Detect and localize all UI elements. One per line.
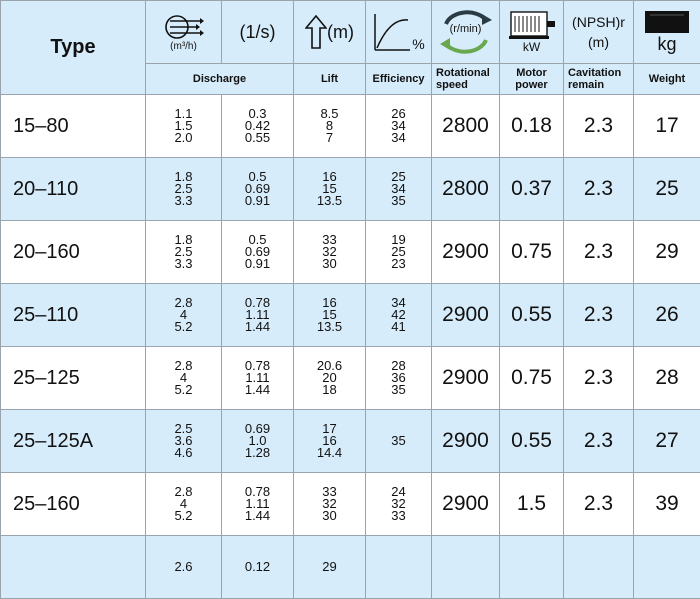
cell-value: 1.11 [222, 372, 293, 384]
power-cell: 0.75 [500, 221, 564, 284]
power-cell: 0.75 [500, 347, 564, 410]
motor-power-line-2: power [500, 79, 563, 91]
type-cell: 25–125 [1, 347, 146, 410]
speed-cell: 2900 [432, 284, 500, 347]
table-row [1, 284, 700, 347]
eff-cell [366, 536, 432, 599]
cell-value: 0.3 [222, 108, 293, 120]
cavitation-label [564, 64, 634, 95]
q-ls-cell [222, 536, 294, 599]
weight-cell: 26 [634, 284, 700, 347]
table-row [1, 221, 700, 284]
cell-value: 33 [294, 234, 365, 246]
lift-cell [294, 284, 366, 347]
cell-value: 17 [294, 423, 365, 435]
cell-value: 1.0 [222, 435, 293, 447]
cell-value: 36 [366, 372, 431, 384]
motor-power-label [500, 64, 564, 95]
cell-value: 33 [294, 486, 365, 498]
cell-value: 2.5 [146, 183, 221, 195]
flow-ls-unit: (1/s) [240, 22, 276, 42]
speed-cell: 2900 [432, 221, 500, 284]
up-arrow-icon [305, 15, 327, 49]
type-cell: 25–125A [1, 410, 146, 473]
cell-value: 34 [366, 120, 431, 132]
cell-value: 16 [294, 297, 365, 309]
cell-value: 1.1 [146, 108, 221, 120]
weight-cell: 17 [634, 95, 700, 158]
cell-value: 15 [294, 183, 365, 195]
cell-value: 1.8 [146, 234, 221, 246]
cell-value: 5.2 [146, 384, 221, 396]
cell-value: 29 [294, 561, 365, 573]
motor-power-line-1: Motor [500, 67, 563, 79]
table-row [1, 473, 700, 536]
efficiency-curve-icon [372, 12, 412, 52]
q-m3h-cell [146, 536, 222, 599]
cell-value: 34 [366, 297, 431, 309]
cell-value: 20.6 [294, 360, 365, 372]
cell-value: 0.5 [222, 234, 293, 246]
type-header: Type [1, 1, 146, 95]
cell-value: 0.12 [222, 561, 293, 573]
rotational-speed-line-2: speed [436, 79, 499, 91]
cell-value: 4 [146, 498, 221, 510]
q-ls-cell [222, 347, 294, 410]
efficiency-unit: % [412, 36, 424, 52]
weight-cell: 27 [634, 410, 700, 473]
weight-header [634, 1, 700, 64]
cell-value: 7 [294, 132, 365, 144]
rotational-speed-line-1: Rotational [436, 67, 499, 79]
speed-cell: 2800 [432, 95, 500, 158]
cell-value: 5.2 [146, 510, 221, 522]
q-m3h-cell [146, 284, 222, 347]
power-cell: 0.55 [500, 410, 564, 473]
cell-value: 0.91 [222, 195, 293, 207]
q-ls-cell [222, 410, 294, 473]
cell-value: 0.55 [222, 132, 293, 144]
eff-cell [366, 347, 432, 410]
npsh-cell: 2.3 [564, 473, 634, 536]
power-cell: 0.37 [500, 158, 564, 221]
cell-value: 34 [366, 132, 431, 144]
eff-cell [366, 284, 432, 347]
cell-value: 30 [294, 258, 365, 270]
cell-value: 2.8 [146, 486, 221, 498]
cell-value: 30 [294, 510, 365, 522]
lift-label: Lift [294, 64, 366, 95]
flow-m3h-header [146, 1, 222, 64]
cell-value: 8.5 [294, 108, 365, 120]
table-row [1, 347, 700, 410]
cell-value: 20 [294, 372, 365, 384]
cell-value: 4 [146, 372, 221, 384]
lift-cell [294, 473, 366, 536]
efficiency-header [366, 1, 432, 64]
cell-value: 0.78 [222, 360, 293, 372]
q-m3h-cell [146, 347, 222, 410]
cell-value: 35 [366, 435, 431, 447]
cell-value: 2.5 [146, 246, 221, 258]
speed-cell [432, 536, 500, 599]
weight-cell: 25 [634, 158, 700, 221]
npsh-cell: 2.3 [564, 410, 634, 473]
cell-value: 25 [366, 246, 431, 258]
cell-value: 1.5 [146, 120, 221, 132]
motor-icon [507, 10, 557, 40]
type-cell: 20–160 [1, 221, 146, 284]
speed-unit: (r/min) [432, 23, 499, 35]
cell-value: 2.5 [146, 423, 221, 435]
cell-value: 19 [366, 234, 431, 246]
weight-unit: kg [657, 34, 676, 55]
cell-value: 1.28 [222, 447, 293, 459]
motor-header [500, 1, 564, 64]
cell-value: 0.78 [222, 297, 293, 309]
weight-block-icon [644, 10, 690, 34]
efficiency-label: Efficiency [366, 64, 432, 95]
cell-value: 26 [366, 108, 431, 120]
cell-value: 13.5 [294, 321, 365, 333]
eff-cell [366, 95, 432, 158]
cell-value: 14.4 [294, 447, 365, 459]
lift-cell [294, 221, 366, 284]
cell-value: 2.8 [146, 297, 221, 309]
type-cell: 25–110 [1, 284, 146, 347]
q-m3h-cell [146, 410, 222, 473]
cell-value: 1.8 [146, 171, 221, 183]
q-ls-cell [222, 221, 294, 284]
cell-value: 34 [366, 183, 431, 195]
cell-value: 0.91 [222, 258, 293, 270]
npsh-cell: 2.3 [564, 158, 634, 221]
cell-value: 32 [294, 498, 365, 510]
cell-value: 0.69 [222, 246, 293, 258]
cell-value: 15 [294, 309, 365, 321]
lift-cell [294, 347, 366, 410]
lift-cell [294, 95, 366, 158]
q-m3h-cell [146, 158, 222, 221]
speed-cell: 2900 [432, 347, 500, 410]
speed-header [432, 1, 500, 64]
cell-value: 25 [366, 171, 431, 183]
type-cell: 20–110 [1, 158, 146, 221]
npsh-cell: 2.3 [564, 284, 634, 347]
cell-value: 24 [366, 486, 431, 498]
lift-unit: (m) [327, 22, 354, 43]
npsh-cell: 2.3 [564, 95, 634, 158]
cell-value: 2.0 [146, 132, 221, 144]
weight-cell: 29 [634, 221, 700, 284]
type-cell: 15–80 [1, 95, 146, 158]
discharge-label: Discharge [146, 64, 294, 95]
eff-cell [366, 473, 432, 536]
power-cell: 0.55 [500, 284, 564, 347]
cell-value: 3.6 [146, 435, 221, 447]
speed-cell: 2800 [432, 158, 500, 221]
weight-label: Weight [634, 64, 700, 95]
cell-value: 41 [366, 321, 431, 333]
flow-ls-header [222, 1, 294, 64]
cell-value: 5.2 [146, 321, 221, 333]
q-m3h-cell [146, 95, 222, 158]
table-row [1, 410, 700, 473]
cell-value: 2.8 [146, 360, 221, 372]
npsh-header [564, 1, 634, 64]
cell-value: 23 [366, 258, 431, 270]
type-cell: 25–160 [1, 473, 146, 536]
q-m3h-cell [146, 221, 222, 284]
table-row [1, 158, 700, 221]
cell-value: 13.5 [294, 195, 365, 207]
table-row [1, 95, 700, 158]
weight-cell: 39 [634, 473, 700, 536]
q-ls-cell [222, 284, 294, 347]
eff-cell [366, 410, 432, 473]
cell-value: 18 [294, 384, 365, 396]
npsh-label: (NPSH)r [564, 12, 633, 32]
speed-cell: 2900 [432, 473, 500, 536]
cell-value: 1.44 [222, 321, 293, 333]
cell-value: 0.5 [222, 171, 293, 183]
weight-cell: 28 [634, 347, 700, 410]
cell-value: 4.6 [146, 447, 221, 459]
eff-cell [366, 158, 432, 221]
flow-m3h-unit: (m³/h) [170, 41, 197, 52]
q-ls-cell [222, 158, 294, 221]
cell-value: 0.42 [222, 120, 293, 132]
cell-value: 1.44 [222, 510, 293, 522]
power-unit: kW [523, 40, 540, 54]
lift-header [294, 1, 366, 64]
eff-cell [366, 221, 432, 284]
cell-value: 4 [146, 309, 221, 321]
cell-value: 35 [366, 384, 431, 396]
power-cell: 0.18 [500, 95, 564, 158]
lift-cell [294, 536, 366, 599]
table-row [1, 536, 700, 599]
cell-value: 32 [294, 246, 365, 258]
cell-value: 3.3 [146, 258, 221, 270]
q-m3h-cell [146, 473, 222, 536]
cell-value: 0.69 [222, 423, 293, 435]
q-ls-cell [222, 473, 294, 536]
cell-value: 0.69 [222, 183, 293, 195]
flow-arrows-icon [164, 13, 204, 41]
cell-value: 16 [294, 171, 365, 183]
cell-value: 28 [366, 360, 431, 372]
cell-value: 16 [294, 435, 365, 447]
cell-value: 32 [366, 498, 431, 510]
cell-value: 0.78 [222, 486, 293, 498]
cell-value: 42 [366, 309, 431, 321]
cell-value: 3.3 [146, 195, 221, 207]
power-cell: 1.5 [500, 473, 564, 536]
cell-value: 35 [366, 195, 431, 207]
cell-value: 1.44 [222, 384, 293, 396]
table-body [1, 95, 700, 599]
speed-cell: 2900 [432, 410, 500, 473]
lift-cell [294, 158, 366, 221]
cell-value: 8 [294, 120, 365, 132]
cavitation-line-2: remain [568, 79, 633, 91]
type-cell [1, 536, 146, 599]
cell-value: 33 [366, 510, 431, 522]
cavitation-line-1: Cavitation [568, 67, 633, 79]
weight-cell [634, 536, 700, 599]
q-ls-cell [222, 95, 294, 158]
lift-cell [294, 410, 366, 473]
cell-value: 1.11 [222, 498, 293, 510]
cell-value: 1.11 [222, 309, 293, 321]
npsh-cell: 2.3 [564, 221, 634, 284]
power-cell [500, 536, 564, 599]
npsh-unit: (m) [564, 32, 633, 52]
npsh-cell: 2.3 [564, 347, 634, 410]
rotational-speed-label [432, 64, 500, 95]
cell-value: 2.6 [146, 561, 221, 573]
npsh-cell [564, 536, 634, 599]
